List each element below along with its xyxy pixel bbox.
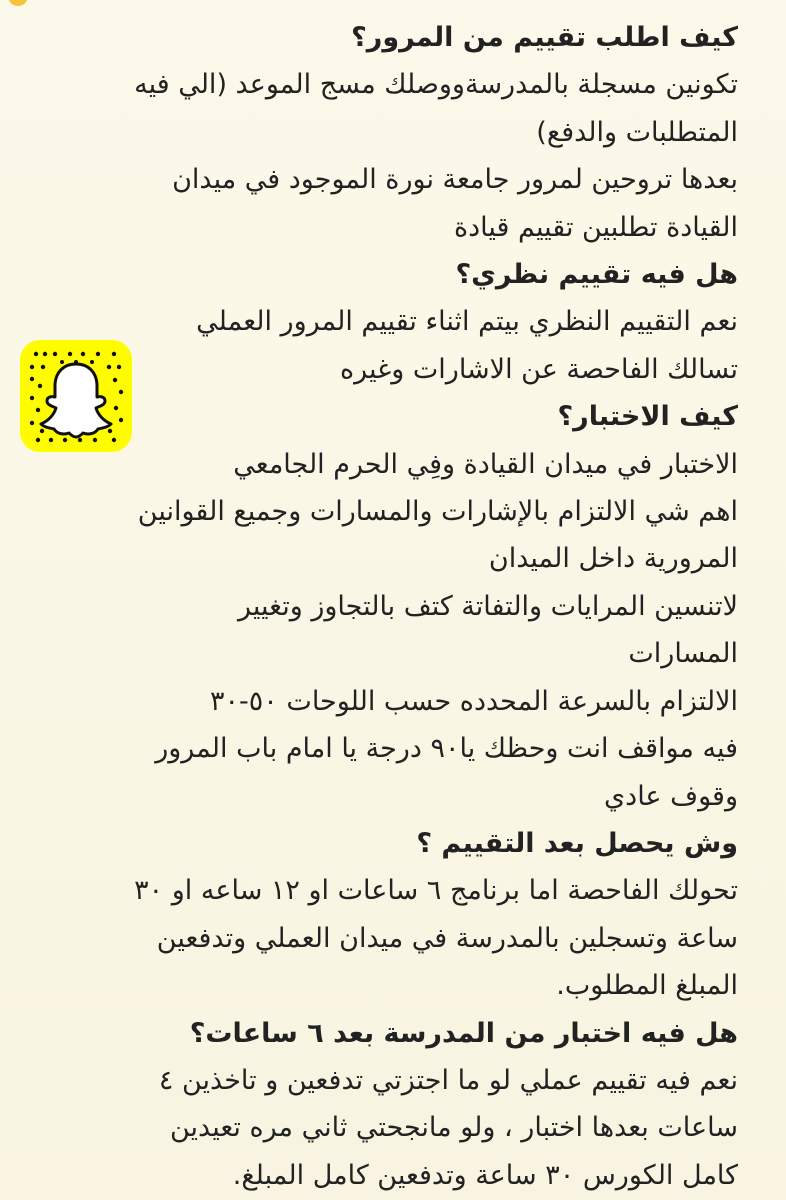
body-line: المتطلبات والدفع) bbox=[536, 116, 738, 148]
body-line: تكونين مسجلة بالمدرسةووصلك مسج الموعد (الي فيه bbox=[134, 69, 738, 101]
body-line: المبلغ المطلوب. bbox=[556, 970, 738, 1002]
body-line: القيادة تطلبين تقييم قيادة bbox=[453, 211, 738, 243]
body-line: المسارات bbox=[628, 638, 738, 670]
note-content bbox=[38, 14, 738, 1199]
body-line: لاتنسين المرايات والتفاتة كتف بالتجاوز وتغيير bbox=[237, 590, 738, 622]
body-line: ساعات بعدها اختبار ، ولو مانجحتي ثاني مره تعيدين bbox=[169, 1112, 738, 1144]
body-line: نعم فيه تقييم عملي لو ما اجتزتي تدفعين و تاخذين ٤ bbox=[158, 1064, 738, 1096]
body-line: الالتزام بالسرعة المحدده حسب اللوحات ٥٠-٣٠ bbox=[210, 685, 738, 717]
body-line: تسالك الفاحصة عن الاشارات وغيره bbox=[339, 353, 738, 385]
section-heading: وش يحصل بعد التقييم ؟ bbox=[416, 827, 738, 859]
section-heading: كيف اطلب تقييم من المرور؟ bbox=[351, 22, 738, 53]
body-line: المرورية داخل الميدان bbox=[488, 543, 738, 575]
body-line: الاختبار في ميدان القيادة وفِي الحرم الجامعي bbox=[233, 448, 738, 480]
body-line: ساعة وتسجلين بالمدرسة في ميدان العملي وتدفعين bbox=[156, 922, 738, 954]
body-line: وقوف عادي bbox=[604, 780, 738, 812]
body-line: اهم شي الالتزام بالإشارات والمسارات وجميع القوانين bbox=[137, 496, 738, 528]
section-heading: هل فيه تقييم نظري؟ bbox=[455, 259, 738, 291]
body-line: تحولك الفاحصة اما برنامج ٦ ساعات او ١٢ ساعه او ٣٠ bbox=[134, 875, 738, 907]
body-line: فيه مواقف انت وحظك يا٩٠ درجة يا امام باب المرور bbox=[155, 733, 738, 765]
snapchat-snapcode-icon bbox=[20, 340, 132, 452]
body-line: بعدها تروحين لمرور جامعة نورة الموجود في ميدان bbox=[172, 164, 738, 196]
body-line: كامل الكورس ٣٠ ساعة وتدفعين كامل المبلغ. bbox=[232, 1159, 738, 1191]
section-heading: كيف الاختبار؟ bbox=[557, 401, 738, 433]
body-line: نعم التقييم النظري بيتم اثناء تقييم المرور العملي bbox=[196, 306, 738, 338]
section-heading: هل فيه اختبار من المدرسة بعد ٦ ساعات؟ bbox=[189, 1017, 738, 1049]
